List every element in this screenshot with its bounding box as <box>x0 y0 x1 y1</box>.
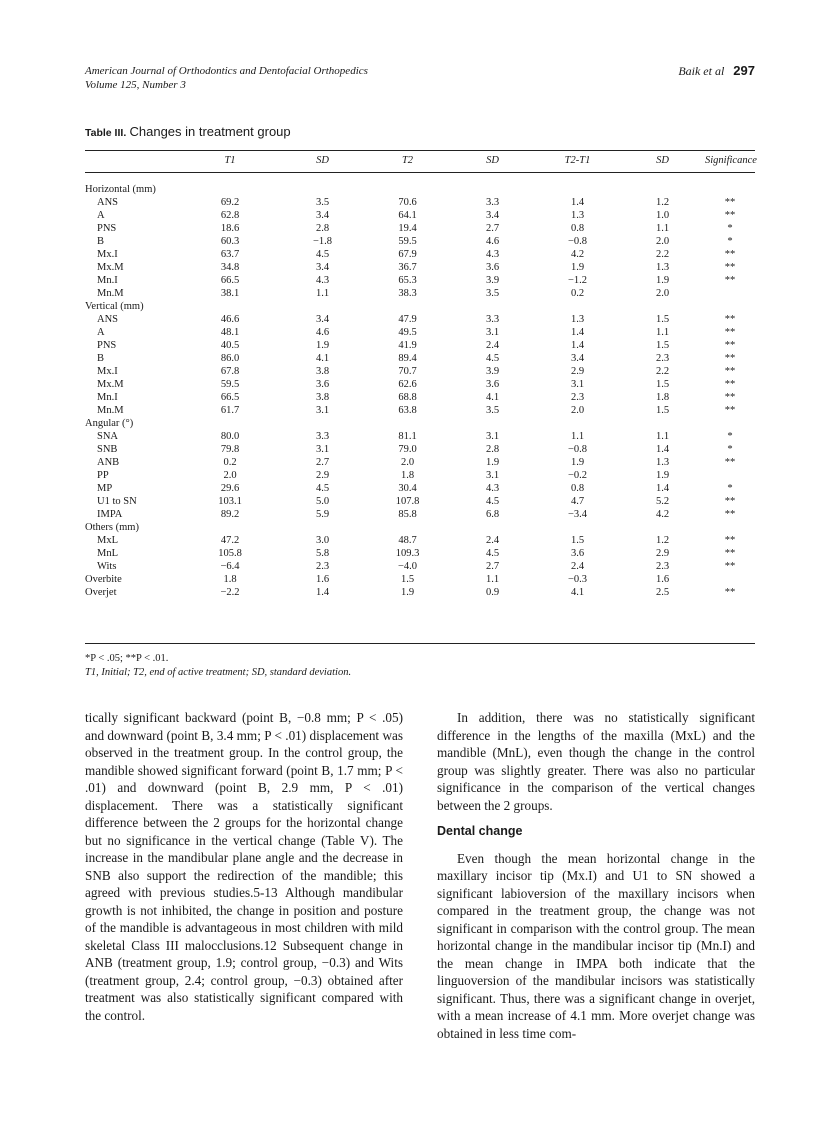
table-cell: 0.2 <box>223 457 237 468</box>
table-cell <box>705 287 755 300</box>
row-label: B <box>97 236 105 247</box>
column-header: SD <box>486 155 499 166</box>
table-caption <box>85 124 291 140</box>
table-cell: * <box>727 431 733 442</box>
table-cell: 1.9 <box>655 275 670 286</box>
table-cell: 46.6 <box>220 314 240 325</box>
table-cell: 68.8 <box>398 392 417 403</box>
table-cell: 1.9 <box>315 340 330 351</box>
table-cell: 1.9 <box>400 587 415 598</box>
table-row <box>85 430 755 443</box>
table-cell: 1.1 <box>570 431 585 442</box>
table-cell: ** <box>724 587 736 598</box>
table-cell: 2.3 <box>655 353 670 364</box>
table-cell: 70.6 <box>398 197 417 208</box>
table-cell: 79.0 <box>398 444 417 455</box>
table-cell: 2.4 <box>570 561 585 572</box>
table-cell: 40.5 <box>220 340 240 351</box>
table-body <box>85 170 755 599</box>
row-label: Mn.I <box>97 392 118 403</box>
table-cell: 0.8 <box>570 483 585 494</box>
table-cell: ** <box>724 379 736 390</box>
row-label: Mx.I <box>97 249 118 260</box>
table-cell: 2.9 <box>655 548 670 559</box>
row-label: Mn.M <box>97 288 124 299</box>
significance-note: *P < .05; **P < .01. <box>85 653 169 664</box>
table-cell: 2.3 <box>655 561 670 572</box>
row-label: ANS <box>97 314 119 325</box>
table-row <box>85 534 755 547</box>
table-row <box>85 495 755 508</box>
table-row <box>85 391 755 404</box>
table-cell: ** <box>724 262 736 273</box>
table-cell: 1.2 <box>655 197 670 208</box>
row-label: A <box>97 210 105 221</box>
table-cell: 3.3 <box>485 314 500 325</box>
table-cell: 4.2 <box>570 249 585 260</box>
page-number: 297 <box>733 63 755 78</box>
row-label: SNB <box>97 444 118 455</box>
table-cell: 80.0 <box>220 431 240 442</box>
table-header-row <box>85 151 755 170</box>
table-cell: ** <box>724 496 736 507</box>
table-cell: 49.5 <box>398 327 417 338</box>
table-cell: 1.3 <box>655 457 670 468</box>
section-row <box>85 417 755 430</box>
table-cell: 5.0 <box>315 496 330 507</box>
table-cell: * <box>727 223 733 234</box>
table-cell: 3.8 <box>315 366 330 377</box>
row-label: PP <box>97 470 109 481</box>
table-cell: * <box>727 444 733 455</box>
row-label: Mn.M <box>97 405 124 416</box>
spacer-row <box>85 170 755 183</box>
table-row <box>85 482 755 495</box>
table-title: Changes in treatment group <box>129 124 291 139</box>
table-row <box>85 196 755 209</box>
section-row <box>85 521 755 534</box>
row-label: ANB <box>97 457 120 468</box>
table-cell: 4.6 <box>315 327 330 338</box>
table-cell: ** <box>724 275 736 286</box>
table-cell: 4.5 <box>485 496 500 507</box>
table-cell: ** <box>724 405 736 416</box>
table-cell: 89.4 <box>398 353 417 364</box>
table-cell: 3.4 <box>315 262 330 273</box>
data-table <box>85 151 755 599</box>
table-row <box>85 469 755 482</box>
section-row <box>85 183 755 196</box>
table-cell: 81.1 <box>398 431 417 442</box>
table-cell: 3.6 <box>570 548 585 559</box>
table-cell: 0.8 <box>570 223 585 234</box>
row-label: MnL <box>97 548 118 559</box>
table-cell: 59.5 <box>220 379 240 390</box>
table-row <box>85 235 755 248</box>
table-cell: 79.8 <box>220 444 240 455</box>
row-label: Mx.I <box>97 366 118 377</box>
table-cell: 2.8 <box>485 444 500 455</box>
table-cell: 66.5 <box>220 275 240 286</box>
table-cell: 3.0 <box>315 535 330 546</box>
table-cell: −4.0 <box>397 561 418 572</box>
section-label: Angular (°) <box>85 418 134 429</box>
table-cell: 3.5 <box>485 405 500 416</box>
row-label: MP <box>97 483 113 494</box>
table-cell: 3.1 <box>485 431 500 442</box>
table-cell: 1.5 <box>655 405 670 416</box>
row-label: PNS <box>97 340 117 351</box>
table-cell: 2.0 <box>655 288 670 299</box>
table-cell: 3.8 <box>315 392 330 403</box>
table-cell: −1.2 <box>567 275 588 286</box>
table-cell: 85.8 <box>398 509 417 520</box>
row-label: Overbite <box>85 574 122 585</box>
table-cell: 1.4 <box>570 340 585 351</box>
table-cell: 1.5 <box>570 535 585 546</box>
table-cell: ** <box>724 249 736 260</box>
table-cell: 3.4 <box>570 353 585 364</box>
table-row <box>85 352 755 365</box>
table-cell: 0.9 <box>485 587 500 598</box>
table-cell: 4.1 <box>485 392 500 403</box>
table-cell: 2.3 <box>315 561 330 572</box>
table-cell: −0.3 <box>567 574 588 585</box>
table-cell: 1.1 <box>655 431 670 442</box>
table-cell <box>705 573 755 586</box>
table-cell: −2.2 <box>220 587 240 598</box>
table-cell: 1.5 <box>655 340 670 351</box>
table-row <box>85 404 755 417</box>
table-cell: 60.3 <box>220 236 240 247</box>
table-bottom-rule <box>85 643 755 644</box>
table-row <box>85 261 755 274</box>
table-cell: 1.1 <box>655 327 670 338</box>
table-cell: 2.0 <box>570 405 585 416</box>
table-cell: 86.0 <box>220 353 240 364</box>
table-cell: 1.5 <box>655 379 670 390</box>
table-row <box>85 339 755 352</box>
table-cell: 1.4 <box>315 587 330 598</box>
table-cell: 3.4 <box>485 210 500 221</box>
table-cell: −1.8 <box>312 236 333 247</box>
table-footnotes <box>85 652 351 680</box>
table-row <box>85 586 755 599</box>
row-label: ANS <box>97 197 119 208</box>
table-cell: −6.4 <box>220 561 240 572</box>
table-cell: ** <box>724 509 736 520</box>
table-cell: 2.0 <box>400 457 415 468</box>
table-cell: 1.3 <box>570 210 585 221</box>
table-row <box>85 378 755 391</box>
column-header: T1 <box>224 155 236 166</box>
body-paragraph: tically significant backward (point B, −0.8 mm; P < .05) and downward (point B, 3.4 mm; P < .01) displacement was observed in the treatment group. In the control group, the mandible showed significant forward (point B, 1.7 mm; P < .01) and downward (point B, 2.9 mm, P < .01) displacement. There was a statistically significant difference between the 2 groups for the horizontal change but no significance in the vertical change (Table V). The increase in the mandibular plane angle and the decrease in SNB also support the redirection of the mandible; this agreed with previous studies.5-13 Although mandibular growth is not inhibited, the change in position and posture of the mandible is advantageous in most children with mild skeletal Class III malocclusions.12 Subsequent change in ANB (treatment group, 1.9; control group, −0.3) and Wits (treatment group, 2.4; control group, −0.3) obtained after treatment was also statistically significant compared with the control. <box>85 710 403 1023</box>
table-cell: 1.3 <box>570 314 585 325</box>
column-header: T2 <box>401 155 414 166</box>
table-row <box>85 222 755 235</box>
table-cell: 2.4 <box>485 340 500 351</box>
table-cell: 4.1 <box>315 353 330 364</box>
column-header <box>85 151 180 170</box>
table-cell: ** <box>724 197 736 208</box>
table-row <box>85 287 755 300</box>
table-cell: 36.7 <box>398 262 417 273</box>
table-cell: 3.1 <box>485 470 500 481</box>
running-header <box>85 64 755 92</box>
table-cell: 38.1 <box>220 288 240 299</box>
table-cell: 3.6 <box>485 262 500 273</box>
section-row <box>85 300 755 313</box>
table-cell: 2.8 <box>315 223 330 234</box>
section-label: Vertical (mm) <box>85 301 144 312</box>
table-cell: 0.2 <box>570 288 585 299</box>
table-cell: 3.3 <box>315 431 330 442</box>
row-label: B <box>97 353 105 364</box>
table-cell: 62.8 <box>220 210 240 221</box>
table-cell: 2.2 <box>655 366 670 377</box>
column-header: T2-T1 <box>564 155 591 166</box>
table-cell: 1.8 <box>655 392 670 403</box>
table-row <box>85 313 755 326</box>
table-cell: 4.7 <box>570 496 585 507</box>
table-cell: 1.6 <box>655 574 670 585</box>
table-cell: 1.9 <box>485 457 500 468</box>
row-label: Overjet <box>85 587 117 598</box>
table-cell: 34.8 <box>220 262 240 273</box>
table-cell: 3.3 <box>485 197 500 208</box>
table-row <box>85 456 755 469</box>
header-right <box>678 64 755 78</box>
abbreviation-note: T1, Initial; T2, end of active treatment; SD, standard deviation. <box>85 667 352 678</box>
table-cell: 5.9 <box>315 509 330 520</box>
table-cell: 1.9 <box>570 457 585 468</box>
table-cell: 1.5 <box>400 574 415 585</box>
table-cell: 1.0 <box>655 210 670 221</box>
table-row <box>85 547 755 560</box>
table-cell: 4.3 <box>485 249 500 260</box>
table-cell: 48.1 <box>220 327 240 338</box>
table-cell: 29.6 <box>220 483 240 494</box>
table-cell: ** <box>724 340 736 351</box>
row-label: IMPA <box>97 509 123 520</box>
table-cell: 3.9 <box>485 366 500 377</box>
table-cell: 1.4 <box>655 444 670 455</box>
table-cell: ** <box>724 353 736 364</box>
table-cell: 47.2 <box>220 535 240 546</box>
table-row <box>85 209 755 222</box>
journal-volume: Volume 125, Number 3 <box>85 79 186 91</box>
row-label: U1 to SN <box>97 496 137 507</box>
table-row <box>85 508 755 521</box>
table-cell: 5.2 <box>655 496 670 507</box>
table-cell: 3.6 <box>485 379 500 390</box>
table-cell: 2.3 <box>570 392 585 403</box>
table-cell: 1.1 <box>315 288 330 299</box>
table-cell <box>705 469 755 482</box>
table-cell: 70.7 <box>398 366 417 377</box>
table-cell: 2.9 <box>570 366 585 377</box>
table-cell: −0.8 <box>567 444 588 455</box>
authors: Baik et al <box>678 64 725 78</box>
table-cell: 2.7 <box>315 457 330 468</box>
table-cell: 3.5 <box>315 197 330 208</box>
table-cell: −0.8 <box>567 236 588 247</box>
table-row <box>85 573 755 586</box>
body-paragraph: In addition, there was no statistically significant difference in the lengths of the maxilla (MxL) and the mandible (MnL), even though the change in the control group was slightly greater. There was also no particular significance in the comparison of the vertical changes between the 2 groups. <box>437 710 755 813</box>
table-row <box>85 326 755 339</box>
row-label: MxL <box>97 535 118 546</box>
table-cell: 1.1 <box>485 574 500 585</box>
table-cell: 2.9 <box>315 470 330 481</box>
table-cell: 1.6 <box>315 574 330 585</box>
table-cell: 69.2 <box>220 197 240 208</box>
section-heading-dental-change: Dental change <box>437 824 523 838</box>
table-cell: 3.4 <box>315 210 330 221</box>
table-cell: 30.4 <box>398 483 417 494</box>
table-cell: 1.3 <box>655 262 670 273</box>
table-cell: ** <box>724 535 736 546</box>
table-cell: 107.8 <box>395 496 420 507</box>
row-label: Wits <box>97 561 117 572</box>
table-row <box>85 248 755 261</box>
right-column <box>437 709 755 1042</box>
table-cell: * <box>727 236 733 247</box>
table-cell: 2.4 <box>485 535 500 546</box>
table-cell: 4.3 <box>485 483 500 494</box>
row-label: Mx.M <box>97 262 124 273</box>
table-cell: 3.4 <box>315 314 330 325</box>
table-cell: 4.5 <box>315 483 330 494</box>
table-cell: 1.8 <box>223 574 237 585</box>
table-cell: 1.2 <box>655 535 670 546</box>
row-label: Mn.I <box>97 275 118 286</box>
table-cell: ** <box>724 457 736 468</box>
section-label: Others (mm) <box>85 522 139 533</box>
table-cell: 62.6 <box>398 379 417 390</box>
table-cell: 109.3 <box>395 548 420 559</box>
table-cell: 2.2 <box>655 249 670 260</box>
table-cell: 67.8 <box>220 366 240 377</box>
body-paragraph: Even though the mean horizontal change in the maxillary incisor tip (Mx.I) and U1 to SN showed a significant labioversion of the maxillary incisors when compared in the treatment group, the change was not significant in comparison with the control group. The mean horizontal change in the mandibular incisor tip (Mn.I) and the mean change in IMPA both indicate that the linguoversion of the mandibular incisors was statistically significant. Thus, there was a significant change in overjet, with a mean increase of 4.1 mm. More overjet change was obtained in less time com- <box>437 850 755 1041</box>
table-cell: 3.1 <box>315 405 330 416</box>
table-cell: 4.1 <box>570 587 585 598</box>
table-row <box>85 560 755 573</box>
section-label: Horizontal (mm) <box>85 184 156 195</box>
row-label: SNA <box>97 431 119 442</box>
table-cell: * <box>727 483 733 494</box>
column-header: SD <box>316 155 329 166</box>
column-header: SD <box>656 155 669 166</box>
table-cell: 47.9 <box>398 314 417 325</box>
table-cell: 1.9 <box>655 470 670 481</box>
left-column <box>85 709 403 1024</box>
table-cell: 63.8 <box>398 405 417 416</box>
table-cell: 89.2 <box>220 509 240 520</box>
table-cell: 3.1 <box>315 444 330 455</box>
row-label: PNS <box>97 223 117 234</box>
table-cell: ** <box>724 366 736 377</box>
table-cell: 67.9 <box>398 249 417 260</box>
table-cell: ** <box>724 327 736 338</box>
table-cell: 41.9 <box>398 340 417 351</box>
table-cell: 1.5 <box>655 314 670 325</box>
table-cell: 65.3 <box>398 275 417 286</box>
table-cell: 63.7 <box>220 249 240 260</box>
row-label: A <box>97 327 105 338</box>
table-cell: 59.5 <box>398 236 417 247</box>
table-cell: 38.3 <box>398 288 417 299</box>
table-cell: 48.7 <box>398 535 417 546</box>
table-cell: ** <box>724 548 736 559</box>
table-cell: 105.8 <box>218 548 242 559</box>
table-cell: ** <box>724 392 736 403</box>
table-cell: ** <box>724 314 736 325</box>
table-cell: 3.5 <box>485 288 500 299</box>
table-cell: 1.4 <box>570 327 585 338</box>
column-header: Significance <box>705 155 757 166</box>
table-cell: 1.9 <box>570 262 585 273</box>
table-cell: 4.5 <box>485 548 500 559</box>
table-cell: ** <box>724 561 736 572</box>
table-cell: 3.1 <box>570 379 585 390</box>
table-cell: 2.7 <box>485 561 500 572</box>
table-cell: 2.7 <box>485 223 500 234</box>
table-cell: 4.3 <box>315 275 330 286</box>
table-cell: 1.1 <box>655 223 670 234</box>
journal-name: American Journal of Orthodontics and Dentofacial Orthopedics <box>85 65 368 77</box>
table-cell: 1.4 <box>570 197 585 208</box>
table-cell: 64.1 <box>398 210 417 221</box>
table-label: Table III. <box>85 127 127 139</box>
table-cell: ** <box>724 210 736 221</box>
table-cell: 2.5 <box>655 587 670 598</box>
table-cell: 6.8 <box>485 509 500 520</box>
table-row <box>85 274 755 287</box>
table-cell: 103.1 <box>218 496 242 507</box>
table-cell: −3.4 <box>567 509 588 520</box>
table-cell: 4.2 <box>655 509 670 520</box>
table-cell: 61.7 <box>220 405 240 416</box>
table-cell: 2.0 <box>223 470 237 481</box>
table-cell: 3.9 <box>485 275 500 286</box>
table-cell: 18.6 <box>220 223 240 234</box>
table-cell: 66.5 <box>220 392 240 403</box>
table-cell: 4.5 <box>315 249 330 260</box>
table-cell: 2.0 <box>655 236 670 247</box>
table-cell: 1.4 <box>655 483 670 494</box>
table-cell: 4.6 <box>485 236 500 247</box>
table-cell: −0.2 <box>567 470 588 481</box>
table-cell: 5.8 <box>315 548 330 559</box>
table-cell: 4.5 <box>485 353 500 364</box>
table-cell: 19.4 <box>398 223 417 234</box>
table-cell: 3.6 <box>315 379 330 390</box>
table-cell: 3.1 <box>485 327 500 338</box>
table-cell: 1.8 <box>400 470 415 481</box>
table-row <box>85 365 755 378</box>
table-row <box>85 443 755 456</box>
row-label: Mx.M <box>97 379 124 390</box>
